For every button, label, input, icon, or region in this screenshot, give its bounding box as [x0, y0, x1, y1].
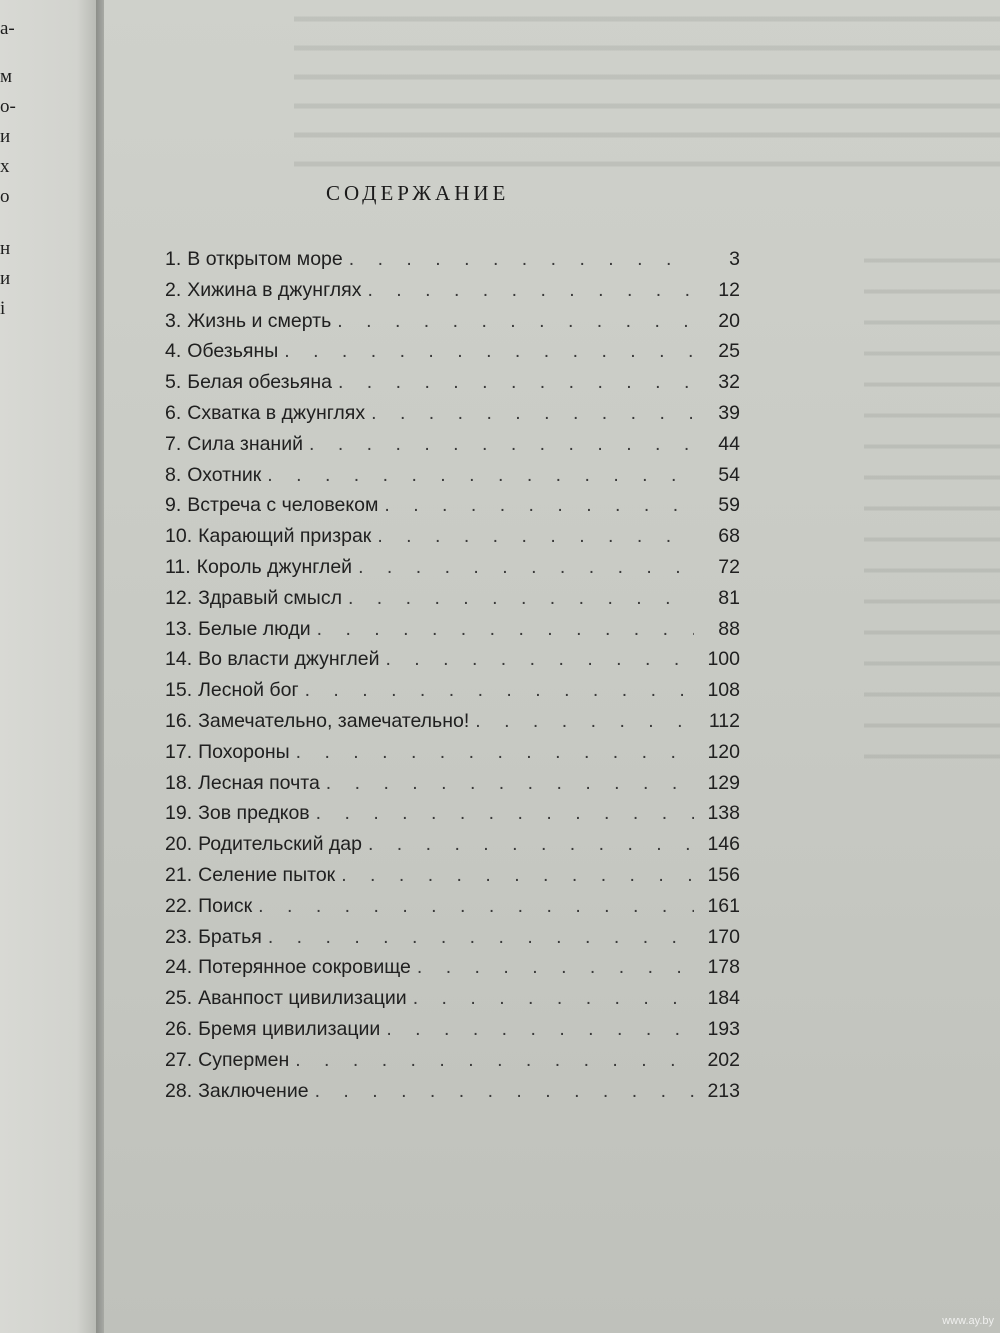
toc-entry [165, 279, 740, 310]
toc-dot-leader [358, 556, 694, 579]
toc-entry-number: 7. [165, 432, 182, 455]
toc-entry-page: 25 [718, 340, 740, 363]
left-fragment: и [0, 268, 11, 289]
toc-entry-number: 21. [165, 863, 193, 886]
toc-entry-title: Похороны [198, 740, 290, 763]
toc-dot-leader [368, 833, 694, 856]
toc-dot-leader [341, 864, 694, 887]
toc-entry [165, 371, 740, 402]
toc-entry-number: 25. [165, 987, 193, 1010]
toc-entry [165, 556, 740, 587]
toc-dot-leader [338, 371, 694, 394]
left-page [0, 0, 96, 1333]
toc-dot-leader [377, 525, 694, 548]
toc-entry-number: 6. [165, 401, 182, 424]
toc-heading: СОДЕРЖАНИЕ [326, 181, 510, 205]
toc-entry-page: 81 [718, 586, 740, 609]
toc-entry-number: 8. [165, 463, 182, 486]
toc-entry [165, 1018, 740, 1049]
toc-entry [165, 340, 740, 371]
toc-entry [165, 956, 740, 987]
toc-dot-leader [367, 279, 694, 302]
toc-dot-leader [258, 895, 694, 918]
toc-entry-number: 20. [165, 833, 193, 856]
toc-entry-number: 15. [165, 679, 193, 702]
toc-dot-leader [386, 1018, 694, 1041]
toc-entry-number: 5. [165, 371, 182, 394]
toc-entry-number: 24. [165, 956, 193, 979]
bleed-through-text-top [294, 0, 1000, 170]
toc-entry-page: 178 [707, 956, 740, 979]
toc-entry [165, 433, 740, 464]
toc-entry-page: 146 [707, 833, 740, 856]
toc-dot-leader [296, 741, 694, 764]
toc-entry-page: 112 [708, 709, 740, 732]
left-fragment: а- [0, 18, 15, 39]
toc-entry [165, 587, 740, 618]
toc-entry [165, 741, 740, 772]
toc-entry-title: Встреча с человеком [187, 494, 379, 517]
toc-entry-title: Лесная почта [198, 771, 320, 794]
toc-entry-page: 193 [707, 1017, 740, 1040]
toc-entry-title: Зов предков [198, 802, 310, 825]
toc-entry [165, 1080, 740, 1111]
toc-entry-page: 20 [718, 309, 740, 332]
toc-entry-page: 129 [707, 771, 740, 794]
toc-dot-leader [384, 494, 694, 517]
toc-entry-title: Аванпост цивилизации [198, 987, 407, 1010]
toc-entry-page: 213 [707, 1079, 740, 1102]
toc-entry [165, 864, 740, 895]
toc-entry-number: 2. [165, 278, 182, 301]
book-gutter [96, 0, 104, 1333]
toc-entry-title: Лесной бог [198, 679, 299, 702]
toc-entry-page: 202 [707, 1048, 740, 1071]
toc-entry-number: 14. [165, 648, 193, 671]
toc-entry-title: Обезьяны [187, 340, 279, 363]
toc-entry-title: Сила знаний [187, 432, 303, 455]
toc-entry-page: 88 [718, 617, 740, 640]
toc-entry-title: Бремя цивилизации [198, 1017, 381, 1040]
toc-dot-leader [295, 1049, 694, 1072]
toc-entry-number: 26. [165, 1017, 193, 1040]
toc-entry-title: Король джунглей [196, 555, 353, 578]
toc-entry-page: 156 [707, 863, 740, 886]
toc-entry-page: 12 [718, 278, 740, 301]
toc-entry-number: 17. [165, 740, 193, 763]
toc-entry [165, 679, 740, 710]
toc-entry-title: Селение пыток [198, 863, 336, 886]
toc-entry-title: Родительский дар [198, 833, 362, 856]
toc-dot-leader [385, 648, 694, 671]
toc-entry-title: Схватка в джунглях [187, 401, 366, 424]
toc-entry-title: Охотник [187, 463, 262, 486]
toc-entry [165, 895, 740, 926]
toc-entry-page: 54 [718, 463, 740, 486]
toc-entry-title: Здравый смысл [198, 586, 342, 609]
toc-entry [165, 802, 740, 833]
toc-dot-leader [268, 926, 694, 949]
toc-entry-page: 138 [707, 802, 740, 825]
left-fragment: н [0, 238, 11, 259]
toc-dot-leader [284, 340, 694, 363]
toc-entry-number: 23. [165, 925, 193, 948]
toc-entry-number: 3. [165, 309, 182, 332]
toc-entry [165, 987, 740, 1018]
toc-dot-leader [309, 433, 694, 456]
toc-entry-number: 19. [165, 802, 193, 825]
left-fragment: х [0, 156, 10, 177]
toc-entry-page: 120 [707, 740, 740, 763]
left-fragment: і [0, 298, 6, 319]
toc-entry-number: 13. [165, 617, 193, 640]
left-fragment: м [0, 66, 13, 87]
toc-entry-number: 28. [165, 1079, 193, 1102]
toc-dot-leader [305, 679, 694, 702]
toc-entry [165, 464, 740, 495]
left-fragment: и [0, 126, 11, 147]
toc-entry-number: 27. [165, 1048, 193, 1071]
toc-entry [165, 525, 740, 556]
toc-dot-leader [417, 956, 694, 979]
toc-dot-leader [267, 464, 694, 487]
toc-entry-title: Карающий призрак [198, 525, 372, 548]
toc-entry-page: 3 [729, 248, 740, 270]
toc-entry-title: Во власти джунглей [198, 648, 380, 671]
toc-entry [165, 310, 740, 341]
left-page-text-fragments [0, 14, 30, 324]
toc-entry-page: 68 [718, 525, 740, 548]
toc-dot-leader [326, 772, 694, 795]
toc-entry [165, 402, 740, 433]
toc-entry [165, 1049, 740, 1080]
toc-entry-title: Заключение [198, 1079, 309, 1102]
toc-entry-page: 161 [707, 894, 740, 917]
toc-entry-number: 22. [165, 894, 193, 917]
toc-dot-leader [337, 310, 694, 333]
toc-dot-leader [315, 1080, 694, 1103]
toc-entry [165, 833, 740, 864]
toc-entry-page: 32 [718, 371, 740, 394]
toc-dot-leader [317, 618, 694, 641]
toc-entry [165, 248, 740, 279]
toc-entry-page: 184 [707, 987, 740, 1010]
toc-entry [165, 772, 740, 803]
toc-entry-title: В открытом море [187, 248, 343, 270]
toc-entry [165, 648, 740, 679]
toc-entry-number: 18. [165, 771, 193, 794]
toc-dot-leader [475, 710, 694, 733]
toc-entry-page: 108 [707, 679, 740, 702]
toc-entry-title: Братья [198, 925, 262, 948]
toc-dot-leader [348, 587, 694, 610]
toc-entry-title: Поиск [198, 894, 253, 917]
toc-entry-page: 39 [718, 401, 740, 424]
toc-entry [165, 926, 740, 957]
toc-entry-number: 4. [165, 340, 182, 363]
toc-entry-number: 10. [165, 525, 193, 548]
toc-dot-leader [413, 987, 694, 1010]
toc-dot-leader [371, 402, 694, 425]
toc-entry-page: 59 [718, 494, 740, 517]
toc-entry-number: 1. [165, 248, 182, 270]
left-fragment: о- [0, 96, 16, 117]
toc-dot-leader [316, 802, 694, 825]
toc-entry-title: Хижина в джунглях [187, 278, 362, 301]
bleed-through-text-right [864, 240, 1000, 760]
toc-entry-page: 72 [718, 555, 740, 578]
toc-entry-number: 11. [165, 555, 191, 578]
watermark: www.ay.by [942, 1315, 994, 1327]
toc-entry-page: 44 [718, 432, 740, 455]
left-fragment: о [0, 186, 10, 207]
toc-entry-title: Потерянное сокровище [198, 956, 411, 979]
toc-entry [165, 710, 740, 741]
toc-dot-leader [349, 248, 694, 271]
toc-entry-number: 16. [165, 709, 193, 732]
toc-entry-title: Белая обезьяна [187, 371, 332, 394]
toc-entry-title: Супермен [198, 1048, 290, 1071]
toc-entry [165, 494, 740, 525]
toc-entry-number: 12. [165, 586, 193, 609]
table-of-contents [165, 248, 740, 1110]
toc-entry-title: Жизнь и смерть [187, 309, 332, 332]
toc-entry-page: 170 [707, 925, 740, 948]
toc-entry [165, 618, 740, 649]
toc-entry-title: Белые люди [198, 617, 311, 640]
toc-entry-page: 100 [707, 648, 740, 671]
toc-entry-title: Замечательно, замечательно! [198, 709, 470, 732]
toc-entry-number: 9. [165, 494, 182, 517]
